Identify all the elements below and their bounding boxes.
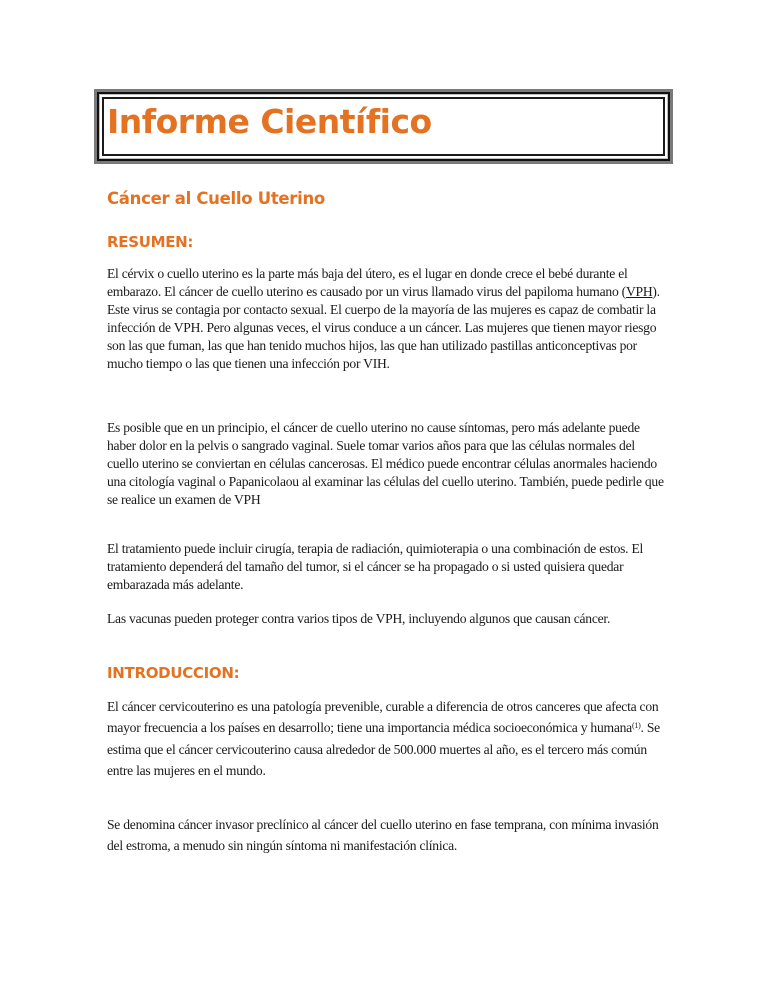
resumen-paragraph-3: El tratamiento puede incluir cirugía, terapia de radiación, quimioterapia o una combinación de estos. El tratamiento dependerá del tamaño del tumor, si el cáncer se ha propagado o si usted quisiera quedar embarazada más adelante. (107, 541, 644, 592)
vph-link[interactable]: VPH (625, 283, 653, 299)
resumen-paragraph-1 (107, 265, 667, 372)
introduccion-paragraph-1 (107, 696, 667, 782)
intro-p1-text-b: . Se estima que el cáncer cervicouterino causa alrededor de 500.000 muertes al año, es el tercero más común entre las mujeres en el mundo. (107, 720, 660, 779)
document-subtitle: Cáncer al Cuello Uterino (107, 189, 325, 208)
resumen-heading: RESUMEN: (107, 233, 194, 251)
resumen-p1-text-a: El cérvix o cuello uterino es la parte más baja del útero, es el lugar en donde crece el bebé durante el embarazo. El cáncer de cuello uterino es causado por un virus llamado virus del papiloma humano ( (107, 266, 628, 299)
introduccion-heading: INTRODUCCION: (107, 664, 240, 682)
resumen-paragraph-2: Es posible que en un principio, el cáncer de cuello uterino no cause síntomas, pero más adelante puede haber dolor en la pelvis o sangrado vaginal. Suele tomar varios años para que las células normales del cuello uterino se conviertan en células cancerosas. El médico puede encontrar células anormales haciendo una citología vaginal o Papanicolaou al examinar las células del cuello uterino. También, puede pedirle que se realice un examen de VPH (107, 420, 664, 507)
introduccion-paragraph-2: Se denomina cáncer invasor preclínico al cáncer del cuello uterino en fase temprana, con mínima invasión del estroma, a menudo sin ningún síntoma ni manifestación clínica. (107, 817, 659, 854)
document-title: Informe Científico (107, 102, 432, 141)
citation-superscript: (1) (631, 721, 641, 731)
intro-p1-text-a: El cáncer cervicouterino es una patología prevenible, curable a diferencia de otros canceres que afecta con mayor frecuencia a los países en desarrollo; tiene una importancia médica socioeconómica y humana (107, 699, 659, 736)
title-box (94, 89, 673, 164)
resumen-paragraph-4: Las vacunas pueden proteger contra varios tipos de VPH, incluyendo algunos que causan cáncer. (107, 611, 611, 626)
resumen-p1-text-b: ). Este virus se contagia por contacto sexual. El cuerpo de la mayoría de las mujeres es capaz de combatir la infección de VPH. Pero algunas veces, el virus conduce a un cáncer. Las mujeres que tienen mayor riesgo son las que fuman, las que han tenido muchos hijos, las que han utilizado pastillas anticonceptivas por mucho tiempo o las que tienen una infección por VIH. (107, 283, 660, 371)
